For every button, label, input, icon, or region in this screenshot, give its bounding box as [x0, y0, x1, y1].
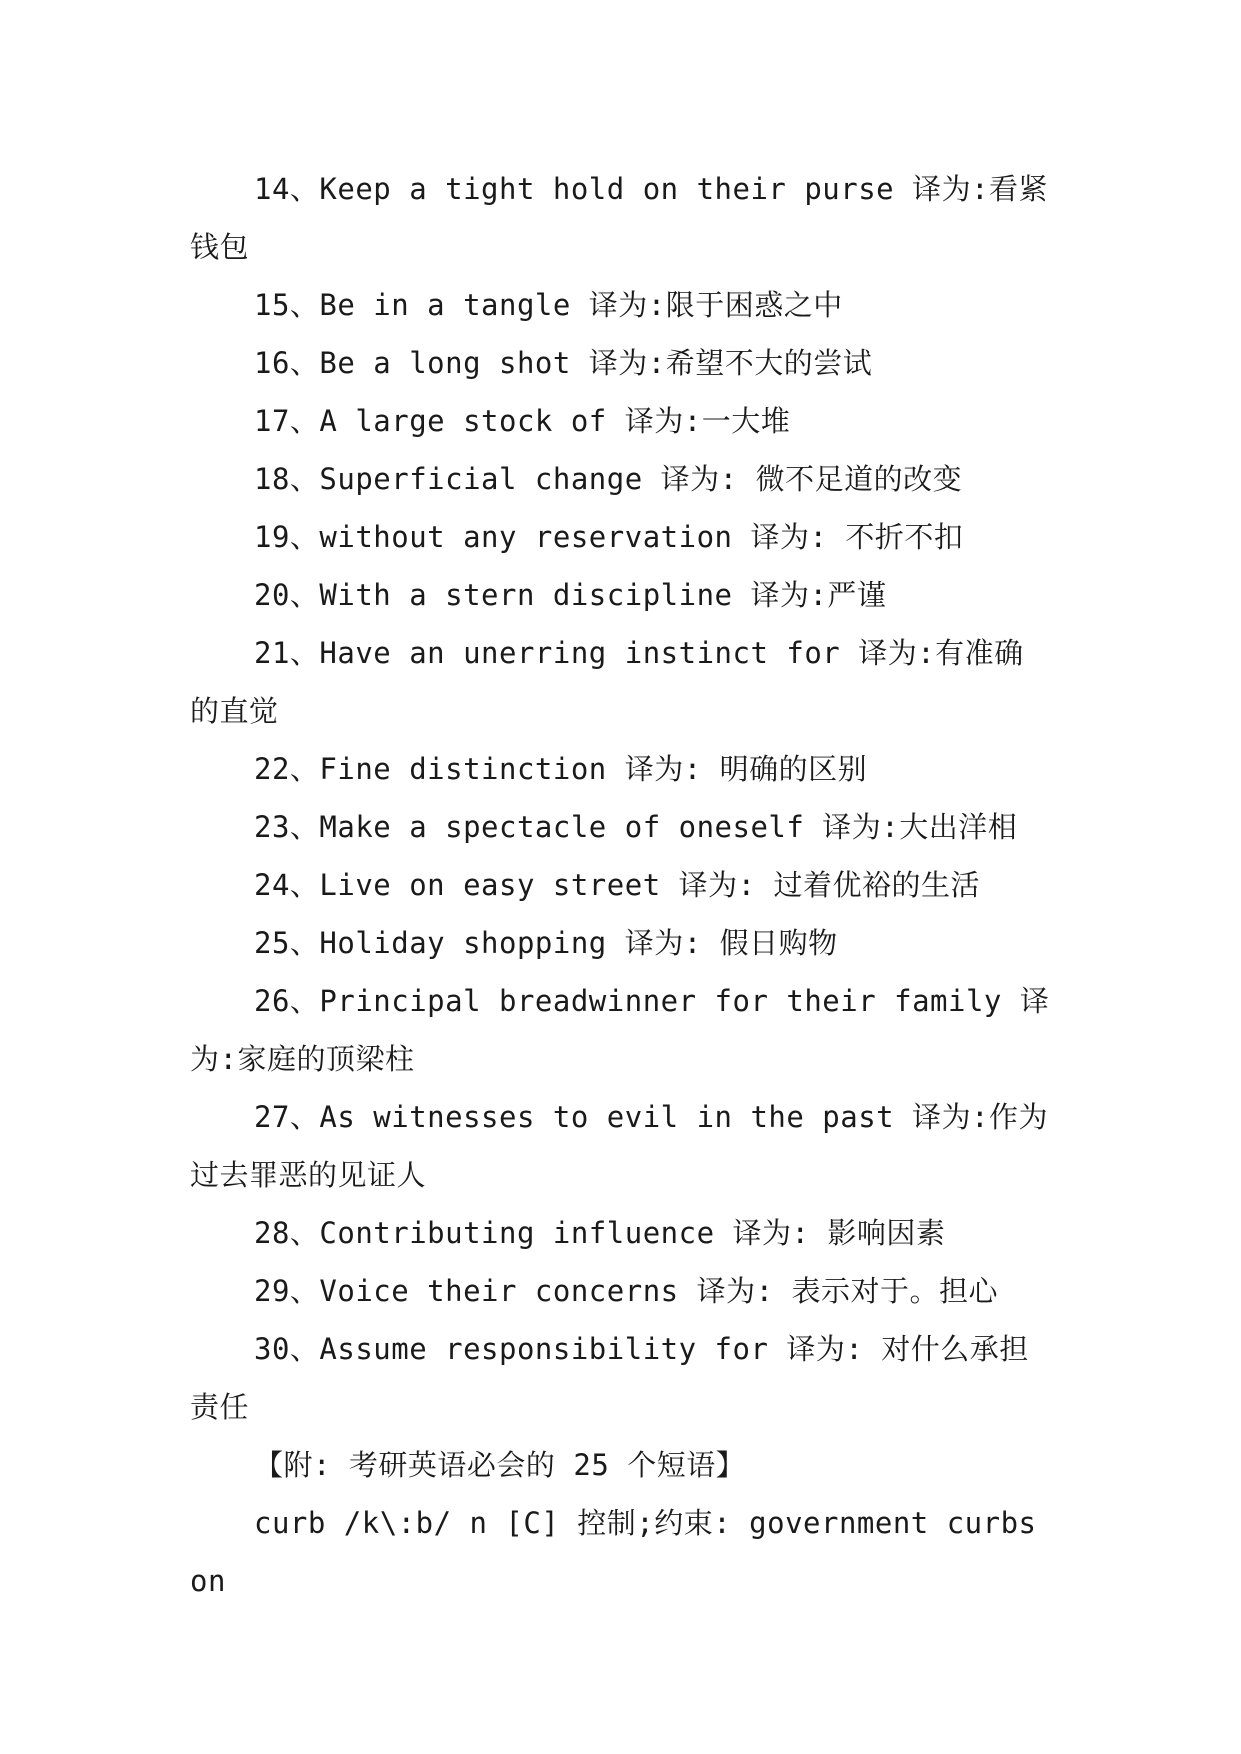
phrase-line-24: 24、Live on easy street 译为: 过着优裕的生活: [254, 868, 981, 902]
phrase-line-16: 16、Be a long shot 译为:希望不大的尝试: [254, 346, 873, 380]
phrase-line-22: 22、Fine distinction 译为: 明确的区别: [254, 752, 868, 786]
phrase-line-21: 21、Have an unerring instinct for 译为:有准确的直觉: [190, 636, 1024, 728]
phrase-line-23: 23、Make a spectacle of oneself 译为:大出洋相: [254, 810, 1018, 844]
phrase-line-30: 30、Assume responsibility for 译为: 对什么承担责任: [190, 1332, 1029, 1424]
phrase-line-19: 19、without any reservation 译为: 不折不扣: [254, 520, 964, 554]
phrase-line-25: 25、Holiday shopping 译为: 假日购物: [254, 926, 838, 960]
vocab-entry-curb: curb /k\:b/ n [C] 控制;约束: government curbs on: [190, 1506, 1037, 1598]
document-body: [190, 160, 1050, 1610]
phrase-line-27: 27、As witnesses to evil in the past 译为:作为过去罪恶的见证人: [190, 1100, 1049, 1192]
phrase-line-14: 14、Keep a tight hold on their purse 译为:看紧钱包: [190, 172, 1049, 264]
phrase-line-17: 17、A large stock of 译为:一大堆: [254, 404, 791, 438]
appendix-heading: 【附: 考研英语必会的 25 个短语】: [254, 1448, 746, 1482]
phrase-line-20: 20、With a stern discipline 译为:严谨: [254, 578, 887, 612]
phrase-line-29: 29、Voice their concerns 译为: 表示对于。担心: [254, 1274, 998, 1308]
phrase-line-15: 15、Be in a tangle 译为:限于困惑之中: [254, 288, 843, 322]
phrase-line-18: 18、Superficial change 译为: 微不足道的改变: [254, 462, 963, 496]
phrase-line-28: 28、Contributing influence 译为: 影响因素: [254, 1216, 946, 1250]
phrase-line-26: 26、Principal breadwinner for their family 译为:家庭的顶梁柱: [190, 984, 1050, 1076]
